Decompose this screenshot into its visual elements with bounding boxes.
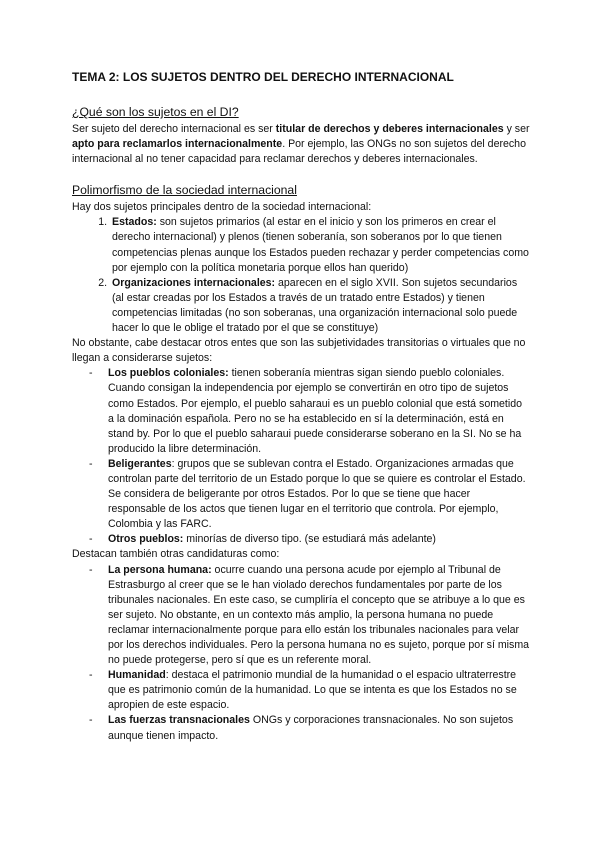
list-item-text: ONGs y corporaciones transnacionales. No son sujetos aunque tienen impacto. <box>108 714 514 742</box>
list-item-term: Humanidad <box>108 669 166 682</box>
section-heading-sujetos: ¿Qué son los sujetos en el DI? <box>72 105 239 119</box>
list-item <box>108 713 530 743</box>
list-item-term: Los pueblos coloniales: <box>108 367 229 380</box>
dash-list-subjetividades <box>72 366 530 547</box>
list-item-text: minorías de diverso tipo. (se estudiará más adelante) <box>183 533 436 546</box>
list-item-term: Estados: <box>112 216 157 229</box>
text-run: y ser <box>503 123 530 135</box>
list-item-text: ocurre cuando una persona acude por ejemplo al Tribunal de Estrasburgo al creer que se le han violado derechos fundamentales por parte de los tribunales nacionales. En este caso, se cumpliría el concepto que se atribuye a lo que es ser sujeto. No obstante, en un contexto más amplio, la persona humana no puede reclamar internacionalmente porque para ello están los tribunales nacionales para velar por los derechos individuales. Pero la persona humana no es sujeto, porque por sí misma no puede protegerse, pero sí que es un referente moral. <box>108 563 530 667</box>
section-heading-polimorfismo: Polimorfismo de la sociedad internacional <box>72 183 297 198</box>
definition-paragraph <box>72 122 530 167</box>
numbered-list-sujetos <box>72 215 530 336</box>
document-title: TEMA 2: LOS SUJETOS DENTRO DEL DERECHO INTERNACIONAL <box>72 70 454 84</box>
list-item-text: : destaca el patrimonio mundial de la humanidad o el espacio ultraterrestre que es patrimonio común de la humanidad. Lo que se intenta es que los Estados no se apropien de este espacio. <box>108 669 517 712</box>
list-item-term: Las fuerzas transnacionales <box>108 714 250 727</box>
bold-run: titular de derechos y deberes internacionales <box>275 123 504 135</box>
dash-list-candidaturas <box>72 563 530 744</box>
list-item <box>110 215 530 275</box>
subjetividades-paragraph: No obstante, cabe destacar otros entes que son las subjetividades transitorias o virtuales que no llegan a considerarse sujetos: <box>72 337 526 365</box>
candidaturas-paragraph: Destacan también otras candidaturas como: <box>72 548 280 561</box>
bold-run: apto para reclamarlos internacionalmente <box>72 138 283 151</box>
list-item <box>108 532 530 547</box>
intro-paragraph: Hay dos sujetos principales dentro de la sociedad internacional: <box>72 201 372 214</box>
list-item <box>108 668 530 713</box>
list-item-term: Otros pueblos: <box>108 533 184 546</box>
text-run: Ser sujeto del derecho internacional es ser <box>72 123 276 135</box>
list-item-text: son sujetos primarios (al estar en el inicio y son los primeros en crear el derecho internacional) y plenos (tienen soberanía, son soberanos por lo que tienen competencias plenas aunque los Estados pueden rechazar y perder competencias como por ejemplo con la política monetaria porque ellos han querido) <box>112 216 529 274</box>
list-item <box>108 366 530 457</box>
list-item <box>108 563 530 669</box>
list-item-text: aparecen en el siglo XVII. Son sujetos secundarios (al estar creadas por los Estados a través de un tratado entre Estados) y tienen competencias limitadas (no son soberanas, una organización internacional solo puede hacer lo que le oblige el tratado por el que se constituye) <box>112 276 518 335</box>
list-item <box>110 276 530 336</box>
list-item-term: Organizaciones internacionales: <box>112 276 276 289</box>
list-item-term: La persona humana: <box>108 563 212 576</box>
text-run: . Por ejemplo, las ONGs no son sujetos del derecho internacional al no tener capacidad para reclamar derechos y deberes internacionales. <box>72 138 526 166</box>
list-item-text: tienen soberanía mientras sigan siendo pueblo coloniales. Cuando consigan la independencia por ejemplo se convertirán en otro tipo de sujetos como Estados. Por ejemplo, el pueblo saharaui es un pueblo colonial que está sometido a la dominación española. Pero no se ha establecido en sí la determinación, está en stand by. Por lo que el pueblo saharaui puede considerarse soberano en la SI. No se ha producido la libre determinación. <box>108 367 523 455</box>
list-item-text: : grupos que se sublevan contra el Estado. Organizaciones armadas que controlan parte del territorio de un Estado porque lo que se quiere es controlar el Estado. Se considera de beligerante por otros Estados. Por lo que se tiene que hacer responsable de los actos que tienen lugar en el territorio que controla. Por ejemplo, Colombia y las FARC. <box>108 457 526 531</box>
list-item-term: Beligerantes <box>108 457 172 470</box>
list-item <box>108 457 530 532</box>
